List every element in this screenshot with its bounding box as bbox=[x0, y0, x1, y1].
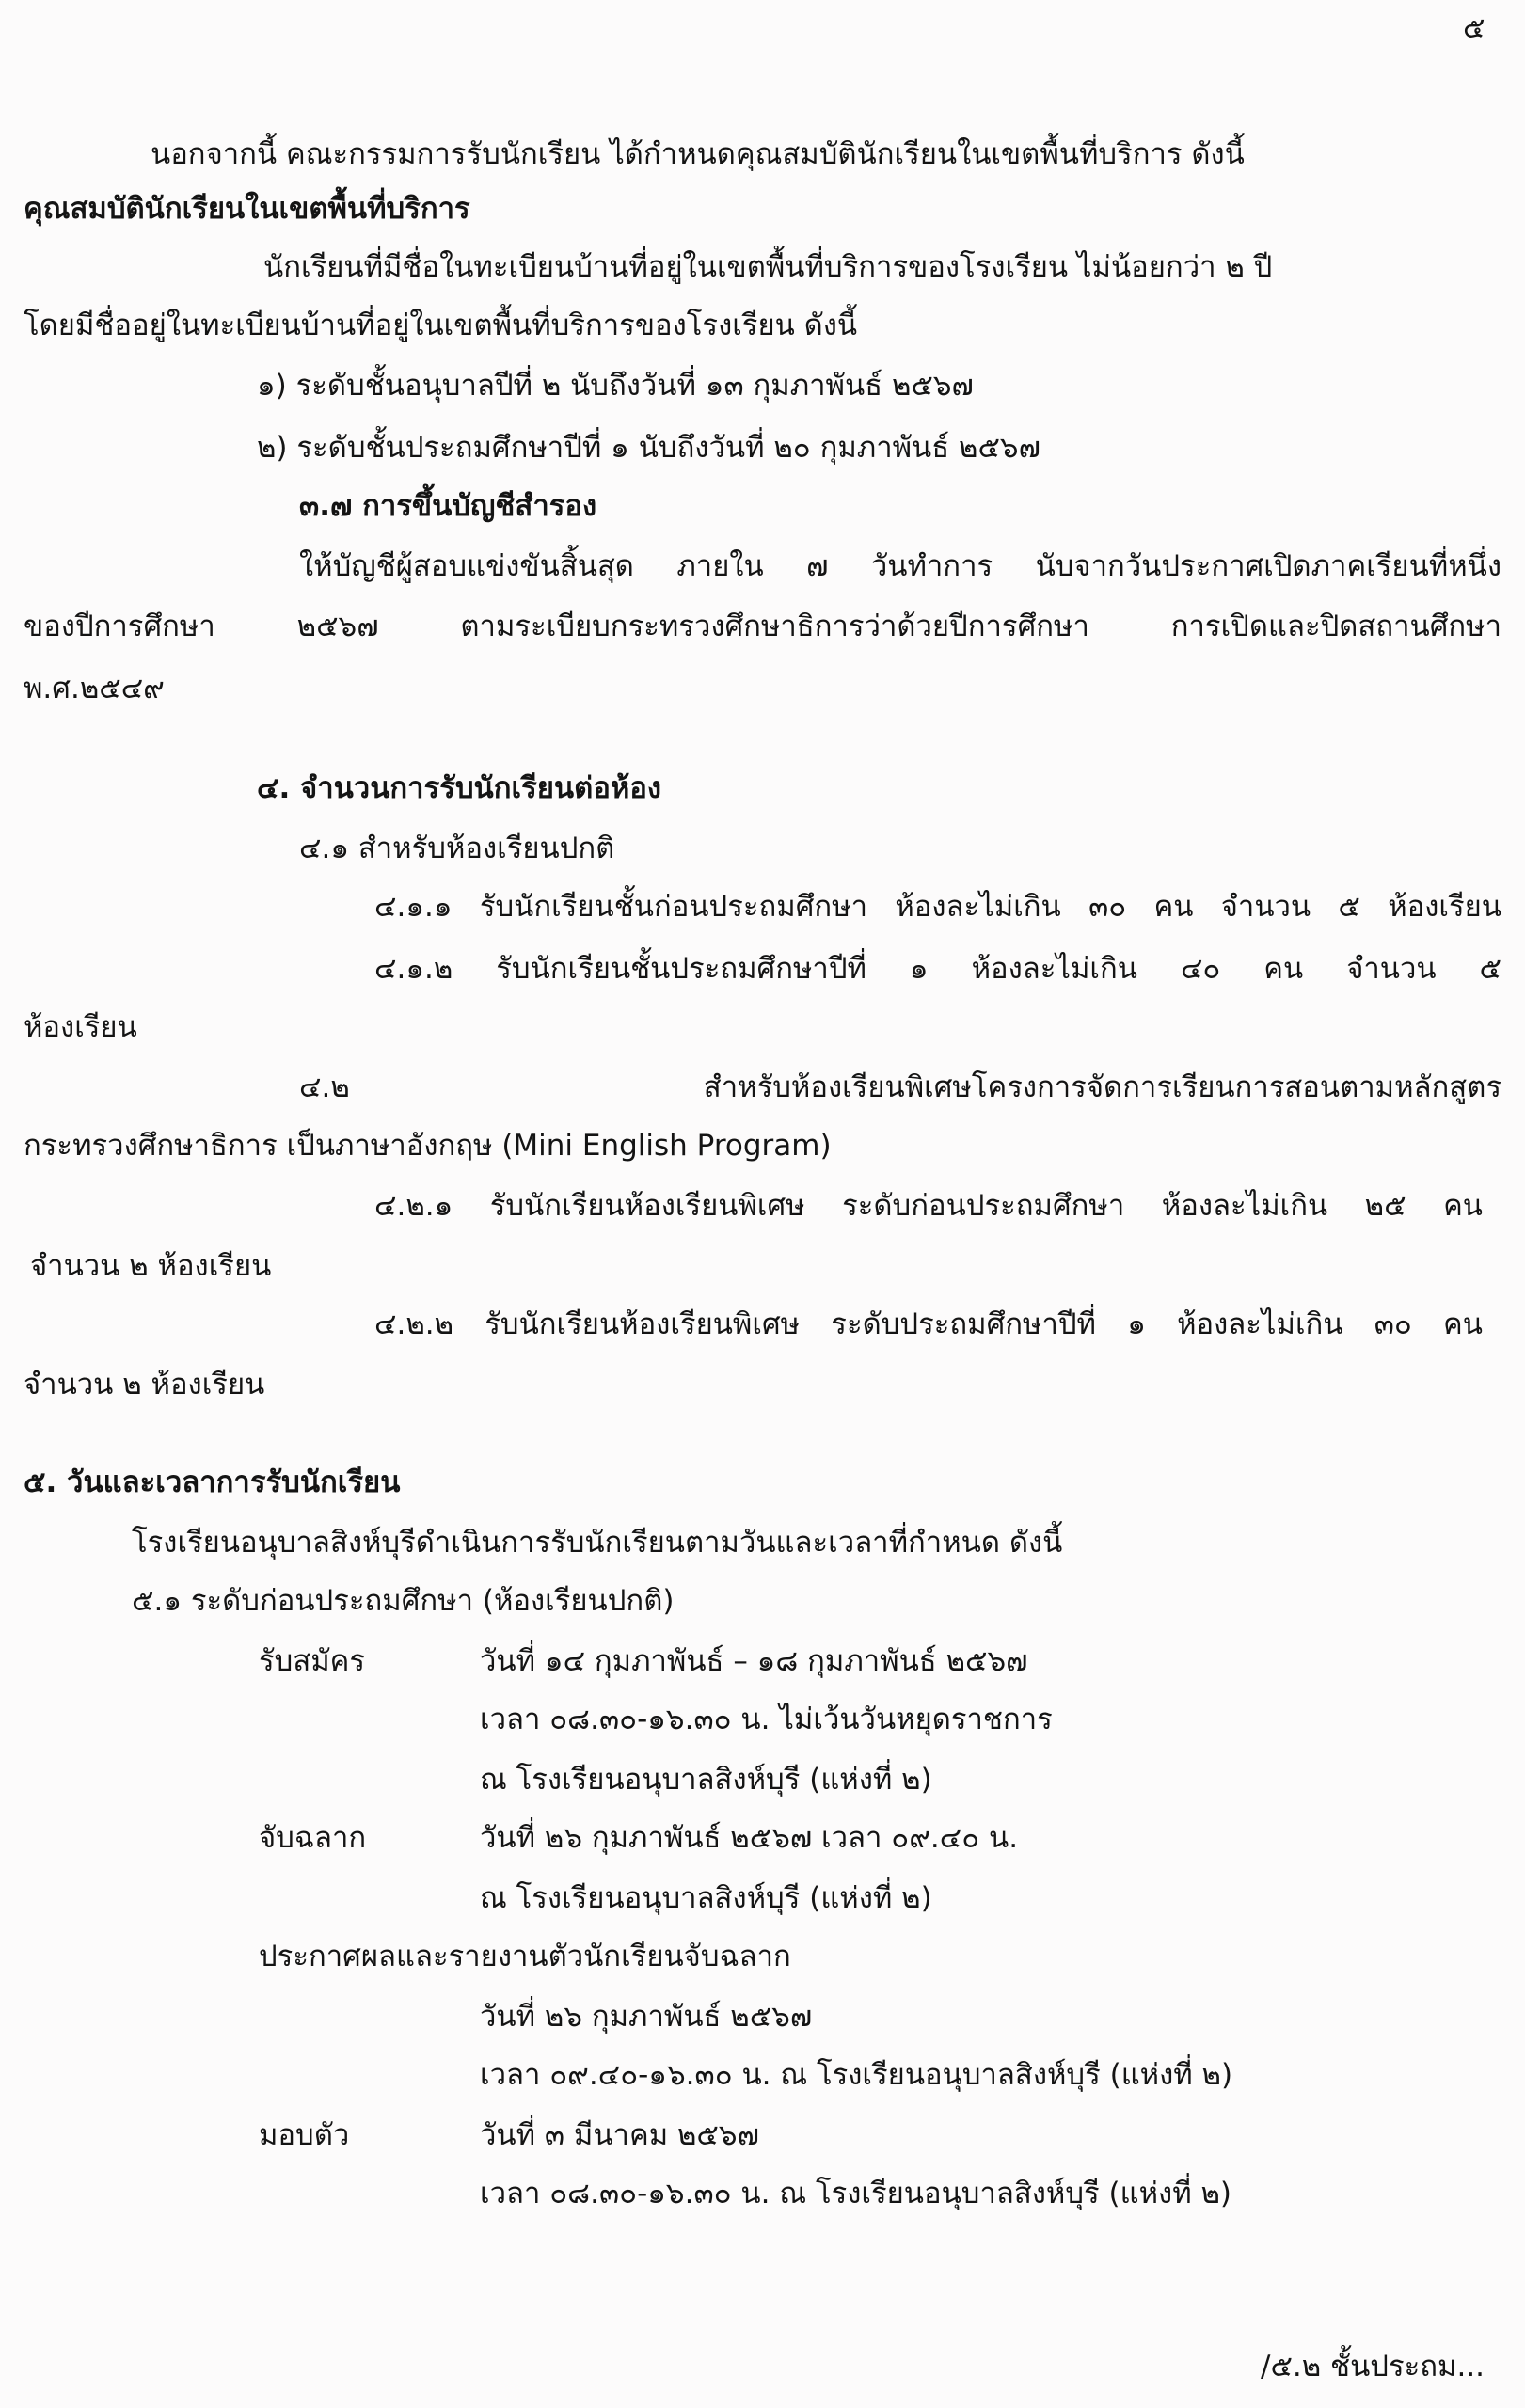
section-4-2-1-line-2: จำนวน ๒ ห้องเรียน bbox=[30, 1249, 272, 1283]
section-4-1-2-line-2: ห้องเรียน bbox=[24, 1010, 137, 1044]
intro-paragraph: นอกจากนี้ คณะกรรมการรับนักเรียน ได้กำหนดคุณสมบัตินักเรียนในเขตพื้นที่บริการ ดังนี้ bbox=[151, 137, 1245, 171]
section-3-7-line-2: ของปีการศึกษา ๒๕๖๗ ตามระเบียบกระทรวงศึกษาธิการว่าด้วยปีการศึกษา การเปิดและปิดสถานศึกษา bbox=[24, 610, 1501, 643]
section-5-intro: โรงเรียนอนุบาลสิงห์บุรีดำเนินการรับนักเรียนตามวันและเวลาที่กำหนด ดังนี้ bbox=[132, 1526, 1063, 1560]
qualification-paragraph-line-2: โดยมีชื่ออยู่ในทะเบียนบ้านที่อยู่ในเขตพื้นที่บริการของโรงเรียน ดังนี้ bbox=[24, 309, 858, 342]
announce-time-place: เวลา ๐๙.๔๐-๑๖.๓๐ น. ณ โรงเรียนอนุบาลสิงห์บุรี (แห่งที่ ๒) bbox=[480, 2058, 1233, 2092]
section-3-7-heading: ๓.๗ การขึ้นบัญชีสำรอง bbox=[299, 489, 597, 523]
apply-label: รับสมัคร bbox=[259, 1644, 366, 1678]
lottery-place: ณ โรงเรียนอนุบาลสิงห์บุรี (แห่งที่ ๒) bbox=[480, 1881, 932, 1915]
report-date: วันที่ ๓ มีนาคม ๒๕๖๗ bbox=[480, 2118, 759, 2152]
section-4-1-2-line-1: ๔.๑.๒ รับนักเรียนชั้นประถมศึกษาปีที่ ๑ ห้องละไม่เกิน ๔๐ คน จำนวน ๕ bbox=[374, 952, 1501, 986]
lottery-label: จับฉลาก bbox=[259, 1821, 367, 1855]
section-4-heading: ๔. จำนวนการรับนักเรียนต่อห้อง bbox=[257, 771, 662, 805]
qualification-paragraph-line-1: นักเรียนที่มีชื่อในทะเบียนบ้านที่อยู่ในเขตพื้นที่บริการของโรงเรียน ไม่น้อยกว่า ๒ ปี bbox=[263, 250, 1273, 284]
qualification-item-1: ๑) ระดับชั้นอนุบาลปีที่ ๒ นับถึงวันที่ ๑๓ กุมภาพันธ์ ๒๕๖๗ bbox=[257, 369, 974, 403]
section-4-2-1-line-1: ๔.๒.๑ รับนักเรียนห้องเรียนพิเศษ ระดับก่อนประถมศึกษา ห้องละไม่เกิน ๒๕ คน bbox=[374, 1189, 1483, 1223]
page-number: ๕ bbox=[1463, 11, 1485, 45]
section-5-1: ๕.๑ ระดับก่อนประถมศึกษา (ห้องเรียนปกติ) bbox=[132, 1584, 675, 1618]
qualification-item-2: ๒) ระดับชั้นประถมศึกษาปีที่ ๑ นับถึงวันที่ ๒๐ กุมภาพันธ์ ๒๕๖๗ bbox=[257, 431, 1040, 465]
qualification-heading: คุณสมบัตินักเรียนในเขตพื้นที่บริการ bbox=[24, 192, 470, 226]
section-3-7-line-3: พ.ศ.๒๕๔๙ bbox=[24, 672, 165, 705]
apply-place: ณ โรงเรียนอนุบาลสิงห์บุรี (แห่งที่ ๒) bbox=[480, 1763, 932, 1797]
section-3-7-line-1: ให้บัญชีผู้สอบแข่งขันสิ้นสุด ภายใน ๗ วันทำการ นับจากวันประกาศเปิดภาคเรียนที่หนึ่ง bbox=[299, 549, 1501, 583]
section-4-2-2-line-2: จำนวน ๒ ห้องเรียน bbox=[24, 1368, 265, 1402]
apply-time: เวลา ๐๘.๓๐-๑๖.๓๐ น. ไม่เว้นวันหยุดราชการ bbox=[480, 1703, 1053, 1736]
report-label: มอบตัว bbox=[259, 2118, 350, 2152]
lottery-date: วันที่ ๒๖ กุมภาพันธ์ ๒๕๖๗ เวลา ๐๙.๔๐ น. bbox=[480, 1821, 1019, 1855]
section-4-1-1: ๔.๑.๑ รับนักเรียนชั้นก่อนประถมศึกษา ห้องละไม่เกิน ๓๐ คน จำนวน ๕ ห้องเรียน bbox=[374, 890, 1502, 924]
announce-label: ประกาศผลและรายงานตัวนักเรียนจับฉลาก bbox=[259, 1940, 791, 1973]
announce-date: วันที่ ๒๖ กุมภาพันธ์ ๒๕๖๗ bbox=[480, 2000, 813, 2034]
report-time-place: เวลา ๐๘.๓๐-๑๖.๓๐ น. ณ โรงเรียนอนุบาลสิงห์บุรี (แห่งที่ ๒) bbox=[480, 2177, 1232, 2210]
section-4-2-line-1: ๔.๒ สำหรับห้องเรียนพิเศษโครงการจัดการเรียนการสอนตามหลักสูตร bbox=[299, 1070, 1501, 1104]
section-4-2-2-line-1: ๔.๒.๒ รับนักเรียนห้องเรียนพิเศษ ระดับประถมศึกษาปีที่ ๑ ห้องละไม่เกิน ๓๐ คน bbox=[374, 1307, 1483, 1341]
footer-continuation: /๕.๒ ชั้นประถม... bbox=[1261, 2350, 1485, 2384]
section-4-2-line-2: กระทรวงศึกษาธิการ เป็นภาษาอังกฤษ (Mini English Program) bbox=[24, 1129, 832, 1163]
section-5-heading: ๕. วันและเวลาการรับนักเรียน bbox=[24, 1465, 401, 1499]
apply-date: วันที่ ๑๔ กุมภาพันธ์ – ๑๘ กุมภาพันธ์ ๒๕๖๗ bbox=[480, 1644, 1028, 1678]
section-4-1: ๔.๑ สำหรับห้องเรียนปกติ bbox=[299, 832, 615, 865]
